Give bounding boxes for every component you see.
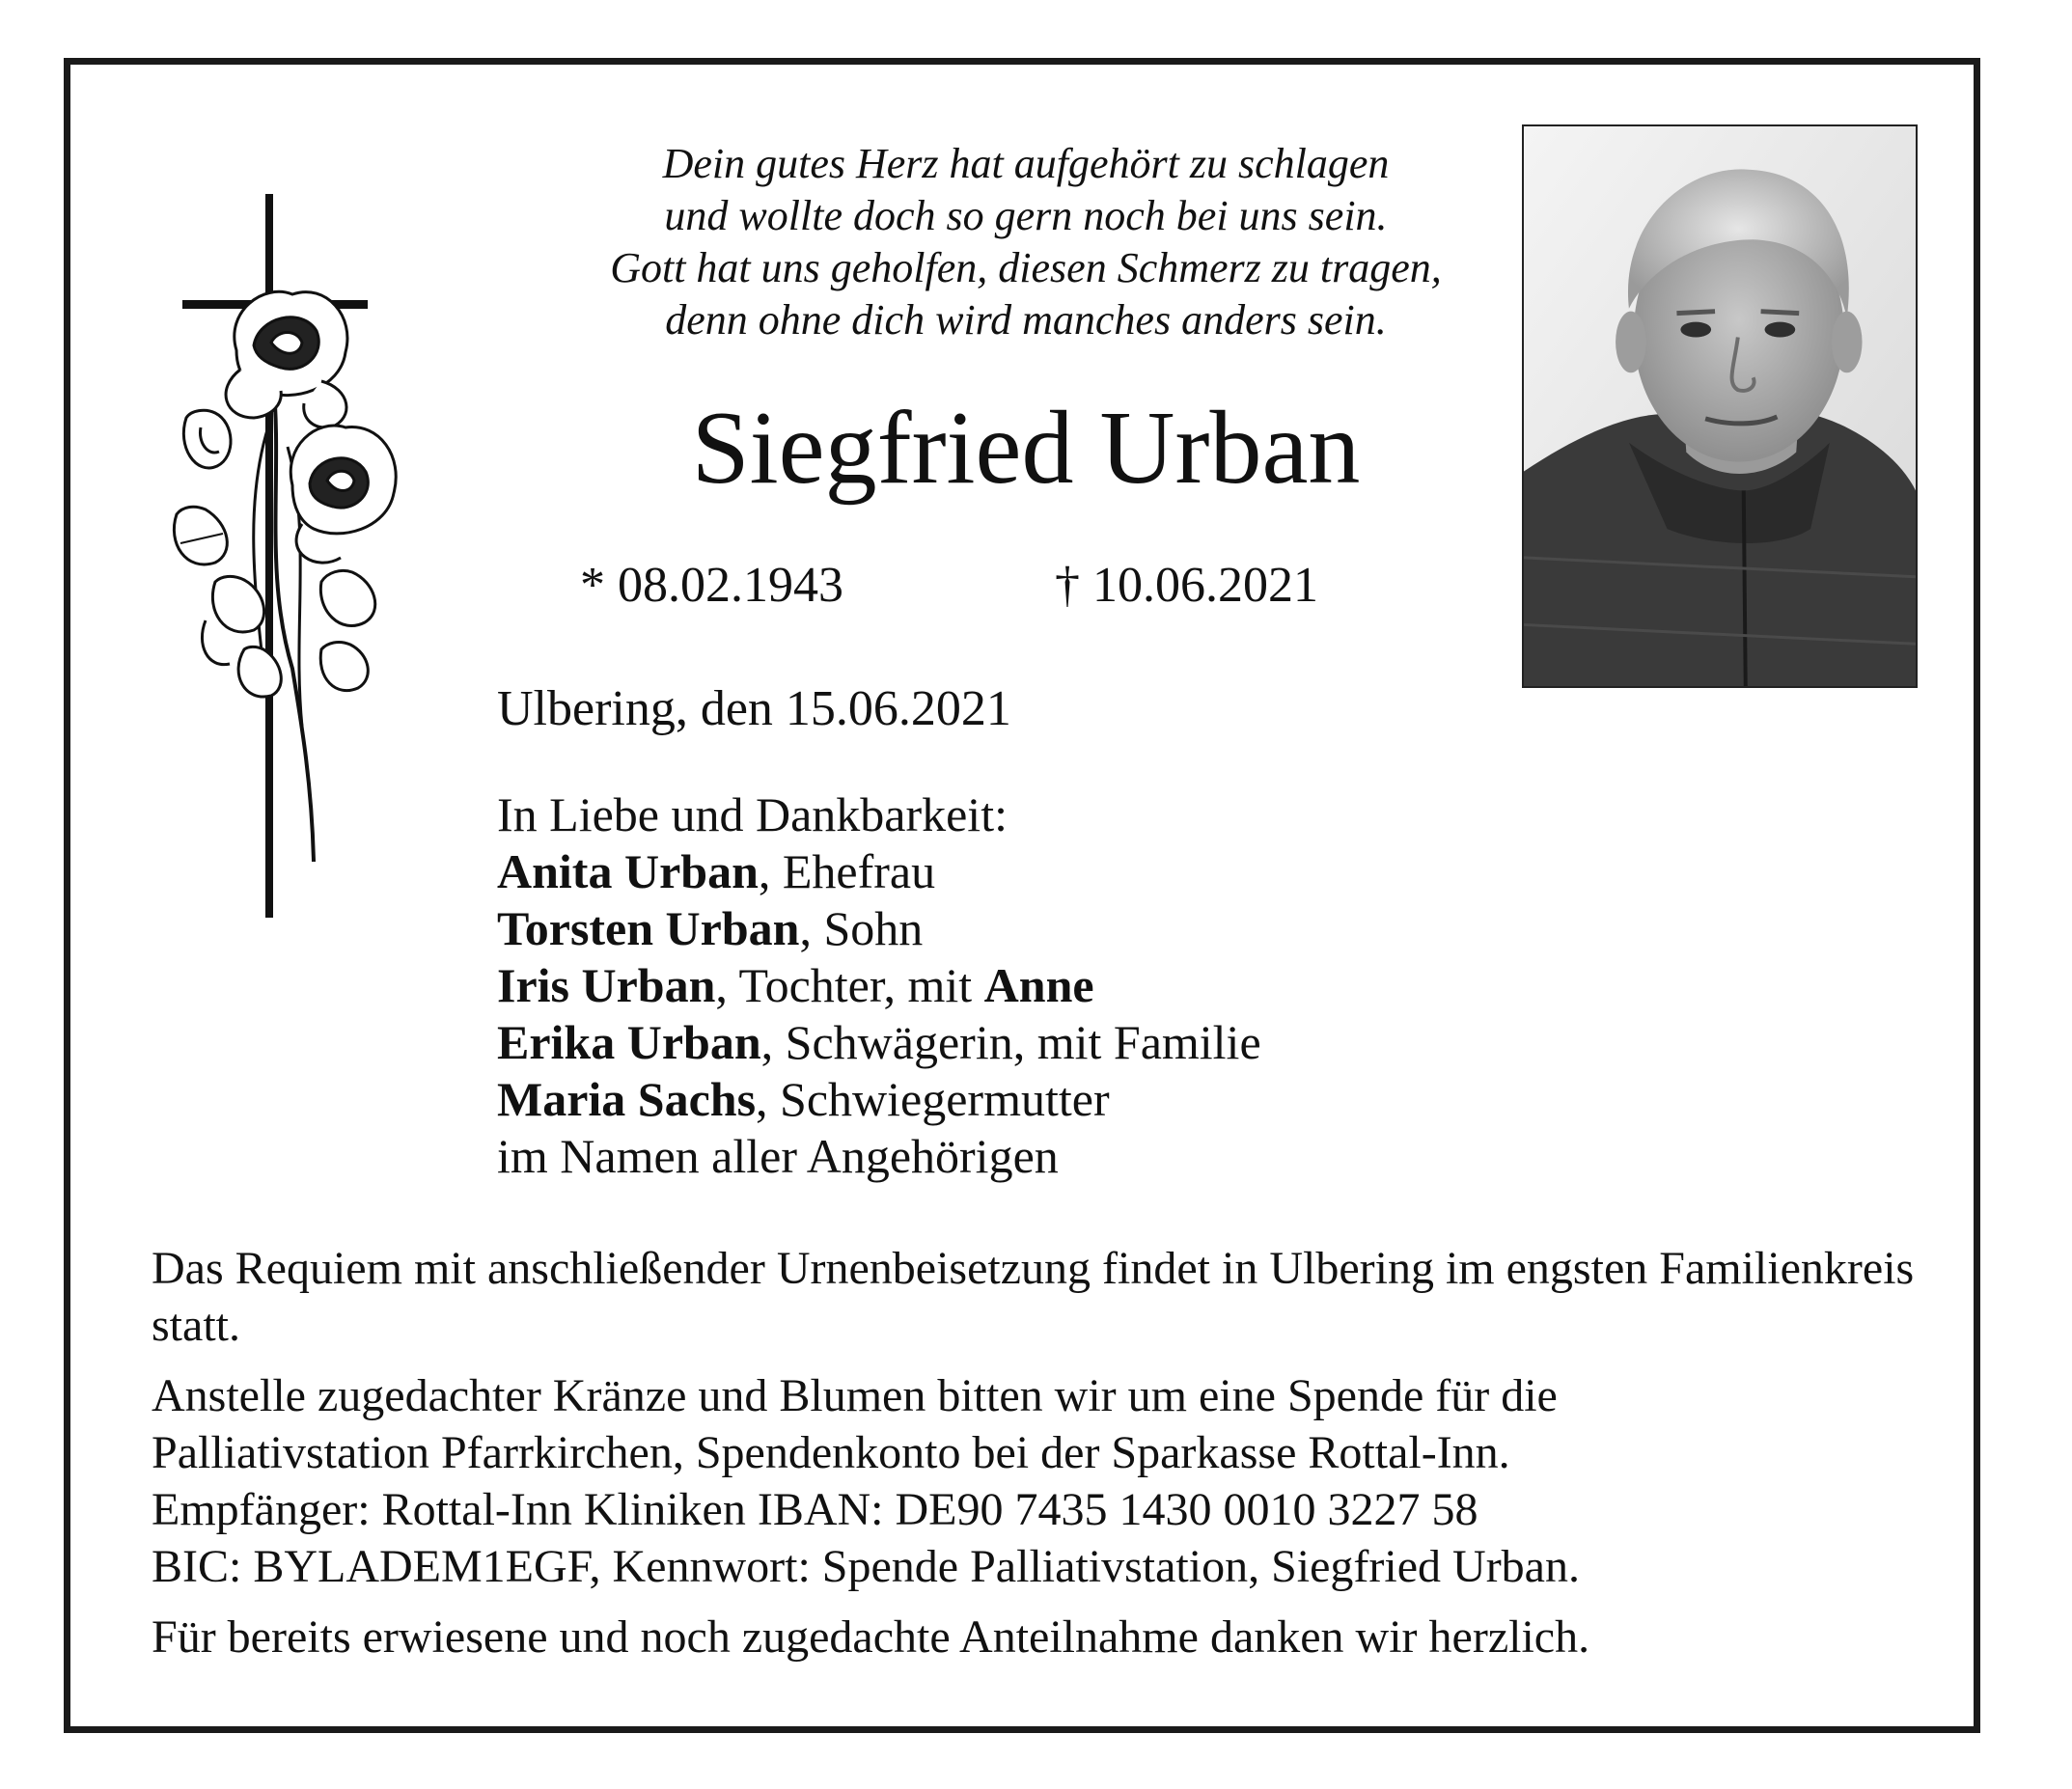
death-date: † 10.06.2021 bbox=[1055, 558, 1318, 613]
donation-line: BIC: BYLADEM1EGF, Kennwort: Spende Palliativstation, Siegfried Urban. bbox=[152, 1541, 1580, 1592]
obituary-frame bbox=[64, 58, 1980, 1733]
mourner-relation: , Sohn bbox=[799, 901, 924, 955]
funeral-notice bbox=[152, 1240, 1966, 1679]
mourner-relation: , Schwiegermutter bbox=[756, 1072, 1110, 1126]
poem-line: Gott hat uns geholfen, diesen Schmerz zu tragen, bbox=[610, 244, 1442, 291]
mourner-relation: , Schwägerin, mit Familie bbox=[760, 1015, 1261, 1069]
mourner-relation: , Ehefrau bbox=[758, 844, 936, 898]
mourners-list bbox=[497, 786, 1261, 1185]
donation-line: Palliativstation Pfarrkirchen, Spendenkonto bei der Sparkasse Rottal-Inn. bbox=[152, 1427, 1510, 1478]
place-and-date: Ulbering, den 15.06.2021 bbox=[497, 681, 1011, 736]
mourner-relation: , Tochter, mit bbox=[715, 958, 984, 1012]
mourners-intro: In Liebe und Dankbarkeit: bbox=[497, 787, 1008, 841]
list-item bbox=[497, 900, 1261, 957]
mourner-name: Maria Sachs bbox=[497, 1072, 757, 1126]
list-item bbox=[497, 1014, 1261, 1071]
donation-line: Empfänger: Rottal-Inn Kliniken IBAN: DE90 7435 1430 0010 3227 58 bbox=[152, 1484, 1478, 1535]
list-item bbox=[497, 843, 1261, 900]
poem-line: denn ohne dich wird manches anders sein. bbox=[665, 296, 1387, 344]
donation-text bbox=[152, 1367, 1966, 1595]
mourner-name: Torsten Urban bbox=[497, 901, 800, 955]
thanks-text: Für bereits erwiesene und noch zugedachte Anteilnahme danken wir herzlich. bbox=[152, 1611, 1590, 1663]
portrait-photo-image bbox=[1524, 126, 1916, 686]
mourner-companion: Anne bbox=[983, 958, 1094, 1012]
deceased-name: Siegfried Urban bbox=[691, 391, 1361, 506]
cross-with-roses-icon bbox=[148, 128, 428, 920]
donation-line: Anstelle zugedachter Kränze und Blumen bitten wir um eine Spende für die bbox=[152, 1370, 1558, 1421]
list-item bbox=[497, 957, 1261, 1014]
portrait-photo bbox=[1522, 124, 1918, 688]
requiem-text: Das Requiem mit anschließender Urnenbeisetzung findet in Ulbering im engsten Familienkreis statt. bbox=[152, 1243, 1915, 1351]
mourners-closing: im Namen aller Angehörigen bbox=[497, 1129, 1059, 1183]
poem-line: Dein gutes Herz hat aufgehört zu schlagen bbox=[662, 140, 1390, 187]
list-item bbox=[497, 1071, 1261, 1128]
mourner-name: Anita Urban bbox=[497, 844, 759, 898]
mourner-name: Iris Urban bbox=[497, 958, 716, 1012]
poem-line: und wollte doch so gern noch bei uns sein. bbox=[664, 192, 1388, 239]
birth-date: * 08.02.1943 bbox=[580, 558, 843, 613]
mourner-name: Erika Urban bbox=[497, 1015, 761, 1069]
memorial-poem bbox=[456, 138, 1595, 346]
